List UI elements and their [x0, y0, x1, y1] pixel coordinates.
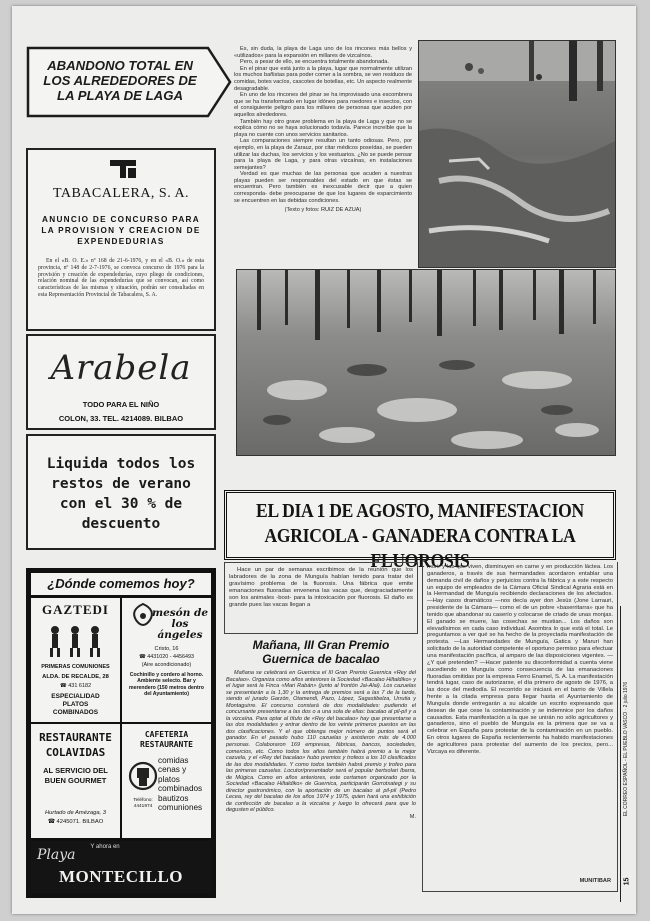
side-strip	[620, 606, 633, 902]
arabela-logo-box	[26, 334, 216, 430]
gaztedi-line3: ☎ 431 6182	[59, 683, 92, 689]
donde-comemos-box	[26, 568, 216, 898]
photo-forest	[236, 269, 616, 456]
gaztedi-line2: ALDA. DE RECALDE, 28	[42, 674, 109, 680]
laga-para-1: Es, sin duda, la playa de Laga uno de los rincones más bellos y «utilizados» para la expansión en millares de vizcaínos.	[234, 46, 412, 59]
meson-desc: Cochinillo y cordero al horno. Ambiente selecto. Bar y merendero (150 metros dentro del Ayuntamiento)	[129, 672, 204, 698]
laga-para-6: Las comparaciones siempre resultan un tanto odiosas. Pero, por ejemplo, en la playa de Zarauz, por citar médicos poseídas, se pueden utilizar las duchas, los servicios y los vestuarios. ¿No se puede pensar para la playa de Laga, y para otras vizcaínas, en instalaciones semejantes?	[234, 138, 412, 171]
arabela-ad	[26, 334, 216, 550]
laga-credit: (Texto y fotos: RUIZ DE AZUA)	[284, 207, 362, 214]
colavidas-tel: ☎ 4245071. BILBAO	[47, 819, 104, 825]
premio-title: Mañana, III Gran Premio Guernica de bacalao	[252, 638, 390, 666]
tabacalera-logo-icon	[108, 158, 138, 180]
cafeteria-tel: Teléfono: 4441974	[133, 798, 153, 809]
dancers-icon	[45, 624, 105, 658]
tabacalera-title: ANUNCIO DE CONCURSO PARA LA PROVISION Y CREACION DE EXPENDEDURIAS	[41, 215, 201, 246]
colavidas-sub: AL SERVICIO DEL BUEN GOURMET	[43, 766, 108, 785]
colavidas-ad	[31, 724, 120, 838]
fluorosis-col1-box	[224, 562, 418, 634]
fluorosis-col1: Hace un par de semanas escribimos de la reunión que los labradores de la zona de Munguía habían tenido para tratar del gravísimo problema de la fluorosis. Una fábrica que emite emanaciones fluoradas envenena las vacas que, desgraciadamente son los animales -bost- para la intoxicación por fluorosis. El daño es grande pues las vacas llegan a	[229, 567, 413, 609]
meson-name: mesón de los ángeles	[151, 607, 209, 641]
premio-body: Mañana se celebrará en Guernica el III Gran Premio Guernica «Rey del Bacalao». Organiza como años anteriores la Sociedad «Bacalao Hiltaldiko» y el lugar será la Finca «Mari Rabán» (junto al frontón Jai-Alai). Los cazuelas se presentarán a la 1,30 y la entrega de premios será a las 7 de la tarde, siendo el jurado Garzón, Otamendi, Pazo, López, Sagastibelza, Urrutia y Montaguirre. El concurso constará de dos modalidades: pudiendo el concursante presentarse a las dos o a una sola de ellas: bacalao al pil-pil y a la vizcaína. Para optar al título de «Rey del bacalao» hay que presentarse a las dos modalidades y entrar dentro de los veinte primeros puestos en las dos clasificaciones. Y el que obtenga mejor número de puntos será el ganador. En el pasado hubo 110 cazuelas y asistieron más de 4.000 personas. Colaboraron 169 empresas, fábricas, bancos, sociedades, comercios, etc. Como todos los años también habrá premio a la mejor cazuela, y el «Rey del bacalao» hubo premios y trofeos a los 10 clasificados de las dos modalidades. Y como todos también habrá premio y trofeo para las primeras cazuelas. Locutor/presentador será el popular bertsolari Ibarra, de Múgica. Como en años anteriores, este certamen organizado por la Sociedad «Bacalao Hiltaldiko» de Guernica, participarán Gorrotxategi y su director gastronómico, con la aportación de un bacalao al pil-pil (Pedro Lecea, rey del bacalao de los años 1974 y 1975, quien hará una exhibición de confección de bacalao a la vizcaína y luego lo ofrecerá para que lo degusten el público.	[226, 670, 416, 814]
arabela-tagline: TODO PARA EL NIÑO	[82, 400, 160, 409]
montecillo-pre: Y ahora en	[90, 844, 120, 850]
gaztedi-line4: ESPECIALIDAD PLATOS COMBINADOS	[51, 693, 100, 716]
gaztedi-line1: PRIMERAS COMUNIONES	[41, 664, 110, 670]
newspaper-page	[12, 6, 636, 914]
meson-sub: (Aire acondicionado)	[141, 662, 192, 668]
photo-forest-image	[237, 270, 615, 455]
cafeteria-items: comidas cenas y platos combinados bautizos comuniones	[158, 756, 203, 813]
colavidas-addr: Hurtado de Amézaga, 3	[44, 810, 106, 816]
premio-sign: M.	[409, 814, 416, 821]
arabela-logo: Arabela	[50, 348, 192, 388]
colavidas-name: RESTAURANTE COLAVIDAS	[39, 731, 112, 759]
fluorosis-col2: morir y las que viven, disminuyen en carne y en producción láctea. Los ganaderos, a través de sus hermandades acordaron entablar una demanda civil de daños y perjuicios contra la fábrica y a este respecto un equipo de empleados de la Cámara Oficial Sindical Agraria está en la Hermandad de Munguía recibiendo declaraciones de los afectados. —Hay casos dramáticos —nos decía ayer don Jesús (Jone Larrauri, presidente de la Cámara— como el de un pobre «baserritarra» que ha tenido que abandonar su caserío y colocarse de criado de unas monjas. El ganado se muere, las cosechas se mustian... Los daños son elevadísimos en cada caso individual. Asombra lo que está el total. Le preguntamos a ver qué se ha hecho de la proyectada manifestación de protesta. —Las Hermandades de Munguía, Gatica y Maruri han solicitado de la autoridad competente el oportuno permiso para efectuar una manifestación pacífica, al amparo de las disposiciones vigentes. —¿Y qué pretenden? —Hacer patente su disconformidad a cuenta viene sucediendo en Munguía como consecuencia de las emanaciones fluoradas omitidas por la empresa Ferro Enamel, S. A. La manifestación tendrá lugar, caso de autorizarse, el día primero de agosto de 1976, a las doce del mediodía. El recorrido se iniciará en el barrio de Villela frente a la citada empresa para llegar hasta el Ayuntamiento de Munguía donde entregarán a su alcalde un escrito expresando que desean de que cese la contaminación y se indemnice por los daños causados. Esta manifestación a la que se unirán no sólo agricultores y ganaderos, sino el pueblo de Munguía es la primera que se va a celebrar en España para protestar de la contaminación en un pueblo. En otros lugares de España recientemente ha habido manifestaciones de agricultores para protestar del aumento de los precios, pero... Vizcaya es diferente.	[427, 564, 613, 755]
fluorosis-headline: EL DIA 1 DE AGOSTO, MANIFESTACION AGRICOLA - GANADERA CONTRA LA FLUOROSIS	[256, 501, 584, 572]
cafeteria-name: CAFETERIA RESTAURANTE	[140, 730, 193, 749]
photo-pinar-beach	[418, 40, 616, 268]
meson-ad	[122, 598, 211, 722]
fluorosis-col2-box	[422, 562, 618, 892]
fluorosis-sign: MUNITIBAR	[579, 878, 611, 885]
montecillo-script: Playa	[37, 847, 76, 863]
chef-emblem-icon	[128, 758, 158, 794]
laga-para-2: Pero, a pesar de ello, se encuentra totalmente abandonada.	[240, 59, 389, 66]
laga-para-4: En uno de los rincones del pinar se ha improvisado una escombrera que se ha transformado en lugar idóneo para roedores e insectos, con el consiguiente peligro para los millares de personas que acuden por aquellos alrededores.	[234, 92, 412, 118]
tabacalera-body: En el «B. O. E.» nº 168 de 21-6-1976, y en el «B. O.» de esta provincia, nº 148 de 2-7-1976, se convoca concurso de 1976 para la provisión y creación de expendedurías, cuyo pliego de condiciones, relación nominal de las expendedurías que se convocan, así como características de las mismas y situación, podrán ser consultadas en esta Representación Provincial de Tabacalera, S. A.	[38, 258, 204, 298]
laga-para-5: También hay otro grave problema en la playa de Laga y que no se explica cómo no se haya solucionado todavía. Parece increíble que la playa no cuente con unos servicios sanitarios.	[234, 118, 412, 138]
donde-header: ¿Dónde comemos hoy?	[31, 573, 211, 595]
meson-addr: Cristo, 16	[154, 646, 179, 652]
montecillo-name: MONTECILLO	[58, 867, 184, 886]
side-strip-text: EL CORREO ESPAÑOL - EL PUEBLO VASCO · 2 julio 1976	[623, 681, 629, 817]
page-number: 15	[623, 877, 631, 886]
laga-article	[234, 46, 412, 286]
laga-para-3: En el pinar que está junto a la playa, lugar que normalmente utilizan los muchos bañistas para poder comer a la sombra, se ven residuos de comidas, botes vacíos, cascotes de botellas, etc. Un aspecto realmente desagradable.	[234, 65, 412, 92]
meson-tel: ☎ 4431020 - 4456493	[139, 654, 194, 660]
laga-headline-box	[26, 46, 232, 118]
tabacalera-name: TABACALERA, S. A.	[52, 186, 190, 201]
montecillo-ad	[31, 841, 211, 893]
tabacalera-ad	[26, 148, 216, 331]
photo-pinar-image	[419, 41, 615, 267]
laga-para-7: Verdad es que muchas de las personas que acuden a nuestras playas pueden ser responsables del estado en que éstas se encuentran. Pero también es inexcusable decir que a quien corresponda- debe preocuparse de que los lugares de esparcimiento se encuentren en las debidas condiciones.	[234, 171, 412, 204]
gaztedi-ad	[31, 598, 120, 722]
gaztedi-name: GAZTEDI	[42, 602, 109, 617]
arabela-offer-box	[26, 434, 216, 550]
cafeteria-ad	[122, 724, 211, 838]
arabela-offer: Liquida todos los restos de verano con el 30 % de descuento	[46, 456, 196, 532]
premio-article	[226, 638, 416, 898]
laga-headline: ABANDONO TOTAL EN LOS ALREDEDORES DE LA PLAYA DE LAGA	[43, 58, 197, 103]
arabela-address: COLON, 33. TEL. 4214089. BILBAO	[58, 414, 184, 423]
fluorosis-headline-box	[224, 490, 616, 572]
